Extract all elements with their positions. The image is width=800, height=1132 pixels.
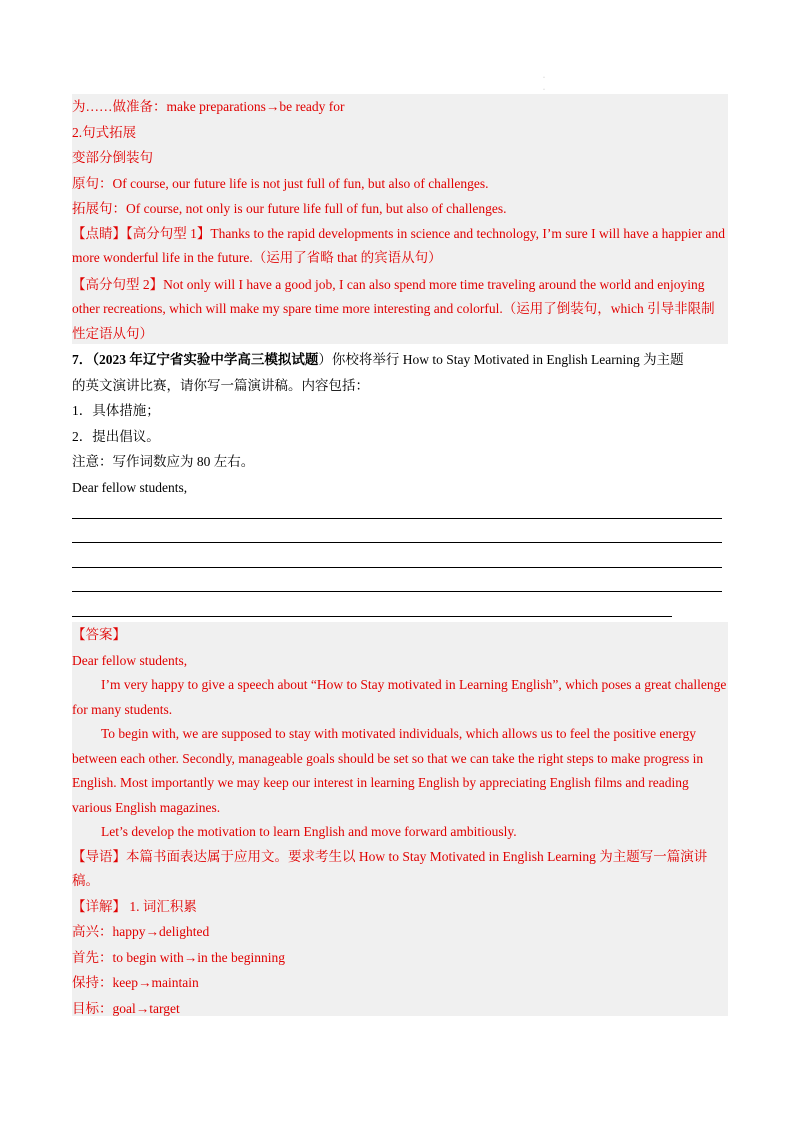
header-marks: · · <box>543 75 545 93</box>
guide-text: 【导语】本篇书面表达属于应用文。要求考生以 How to Stay Motivated in English Learning 为主题写一篇演讲稿。 <box>72 848 708 889</box>
question-intro-text: ）你校将举行 How to Stay Motivated in English Learning 为主题 <box>318 352 684 367</box>
question-item: 2．提出倡议。 <box>72 428 160 444</box>
writing-line[interactable] <box>72 567 722 568</box>
question-7 <box>72 347 722 501</box>
vocab-item: 目标：goal→target <box>72 1001 180 1017</box>
writing-line[interactable] <box>72 542 722 543</box>
vocab-item: 保持：keep→maintain <box>72 975 199 991</box>
writing-line[interactable] <box>72 616 672 617</box>
writing-line[interactable] <box>72 518 722 519</box>
detail-heading: 【详解】 1. 词汇积累 <box>72 898 197 914</box>
answer-paragraph-2: To begin with, we are supposed to stay with motivated individuals, which allows us to feel the positive energy between each other. Secondly, manageable goals should be set so that we can take the right steps to make progress in English. Most importantly we may keep our interest in learning English by appreciating English films and reading various English magazines. <box>72 726 704 815</box>
expanded-sentence: 拓展句：Of course, not only is our future life full of fun, but also of challenges. <box>72 201 507 217</box>
question-intro <box>72 347 722 373</box>
answer-salutation: Dear fellow students, <box>72 652 188 668</box>
answer-paragraph-1: I’m very happy to give a speech about “How to Stay motivated in Learning English”, which poses a great challenge for many students. <box>72 677 727 717</box>
question-note: 注意：写作词数应为 80 左右。 <box>72 454 255 470</box>
subheading: 变部分倒装句 <box>72 150 153 166</box>
vocab-line: 为……做准备：make preparations→be ready for <box>72 99 345 114</box>
section-heading: 2.句式拓展 <box>72 124 137 140</box>
question-item: 1．具体措施； <box>72 403 160 419</box>
answer-block <box>72 622 728 1016</box>
vocab-item: 高兴：happy→delighted <box>72 924 210 940</box>
answer-label: 【答案】 <box>72 627 126 642</box>
answer-paragraph-3: Let’s develop the motivation to learn English and move forward ambitiously. <box>101 824 517 840</box>
question-salutation: Dear fellow students, <box>72 479 188 495</box>
question-intro-line2: 的英文演讲比赛，请你写一篇演讲稿。内容包括： <box>72 377 369 393</box>
question-source: （2023 年辽宁省实验中学高三模拟试题 <box>92 352 319 367</box>
highlight-sentence-1: 【点睛】【高分句型 1】Thanks to the rapid developments in science and technology, I’m sure I will have a happier and more wonderful life in the future.（运用了省略 that 的宾语从句） <box>72 225 725 266</box>
highlight-sentence-2: 【高分句型 2】Not only will I have a good job, I can also spend more time traveling around the world and enjoying other recreations, which will make my spare time more interesting and colorful.（运用了倒装句，which 引导非限制性定语从句） <box>72 276 715 341</box>
writing-line[interactable] <box>72 591 722 592</box>
question-number: 7． <box>72 352 93 367</box>
original-sentence: 原句：Of course, our future life is not just full of fun, but also of challenges. <box>72 175 489 191</box>
answer-continuation-block <box>72 94 728 344</box>
vocab-item: 首先：to begin with→in the beginning <box>72 949 285 965</box>
